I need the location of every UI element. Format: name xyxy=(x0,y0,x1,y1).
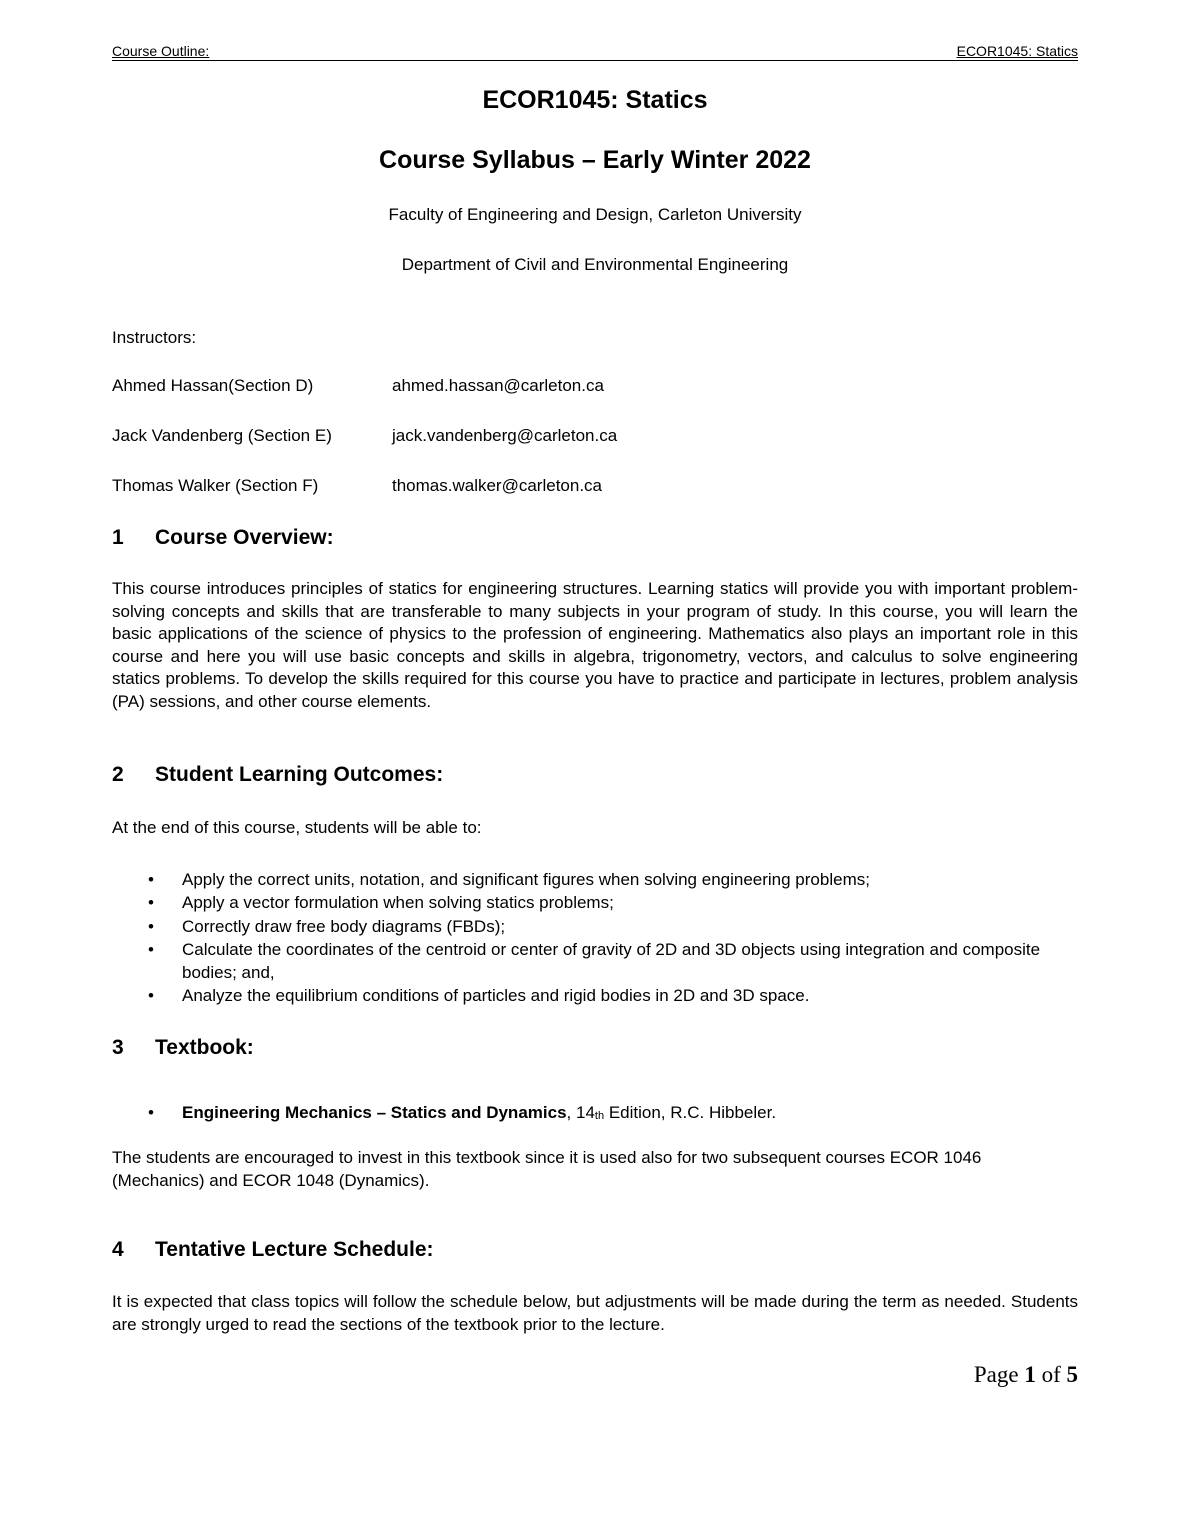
section-title: Student Learning Outcomes: xyxy=(155,763,444,786)
textbook-note: The students are encouraged to invest in this textbook since it is used also for two subsequent courses ECOR 1046 (Mechanics) and ECOR 1048 (Dynamics). xyxy=(112,1148,982,1190)
page-total: 5 xyxy=(1066,1362,1078,1387)
overview-paragraph: This course introduces principles of statics for engineering structures. Learning statics will provide you with important problem-solving concepts and skills that are transferable to many subjects in your program of study. In this course, you will learn the basic applications of the science of physics to the profession of engineering. Mathematics also plays an important role in this course and here you will use basic concepts and skills in algebra, trigonometry, vectors, and calculus to solve engineering statics problems. To develop the skills required for this course you have to practice and participate in lectures, problem analysis (PA) sessions, and other course elements. xyxy=(112,579,1078,711)
list-item: • Apply a vector formulation when solving statics problems; xyxy=(112,891,1078,914)
outcomes-intro: At the end of this course, students will be able to: xyxy=(112,818,482,837)
section-heading-schedule xyxy=(112,1238,434,1262)
faculty-line: Faculty of Engineering and Design, Carleton University xyxy=(388,205,802,224)
outcomes-list xyxy=(112,868,1078,1008)
header-left: Course Outline: xyxy=(112,43,210,59)
textbook-list xyxy=(112,1101,1078,1127)
section-number: 1 xyxy=(112,526,124,549)
list-item: • Apply the correct units, notation, and significant figures when solving engineering problems; xyxy=(112,868,1078,891)
section-title: Course Overview: xyxy=(155,526,334,549)
section-heading-overview xyxy=(112,526,334,550)
running-header xyxy=(112,42,1078,61)
instructor-name: Jack Vandenberg (Section E) xyxy=(112,426,332,445)
page-word: Page xyxy=(973,1362,1019,1387)
list-item: • Correctly draw free body diagrams (FBDs); xyxy=(112,915,1078,938)
edition-suffix: th xyxy=(594,1110,605,1122)
book-title: Engineering Mechanics – Statics and Dynamics xyxy=(182,1103,567,1122)
section-number: 4 xyxy=(112,1238,124,1261)
instructors-label: Instructors: xyxy=(112,328,197,347)
list-item: • Analyze the equilibrium conditions of particles and rigid bodies in 2D and 3D space. xyxy=(112,984,1078,1007)
section-heading-outcomes xyxy=(112,763,443,787)
instructor-name: Ahmed Hassan(Section D) xyxy=(112,376,314,395)
course-title: ECOR1045: Statics xyxy=(482,86,708,114)
department-line: Department of Civil and Environmental Engineering xyxy=(401,255,789,274)
section-heading-textbook xyxy=(112,1036,254,1060)
textbook-entry: • Engineering Mechanics – Statics and Dynamics, $14_{th}$ Edition, R.C. Hibbeler. xyxy=(112,1101,1078,1127)
page-current: 1 xyxy=(1024,1362,1036,1387)
schedule-paragraph: It is expected that class topics will follow the schedule below, but adjustments will be made during the term as needed. Students are strongly urged to read the sections of the textbook prior to the lecture. xyxy=(112,1292,1078,1334)
section-title: Textbook: xyxy=(155,1036,254,1059)
of-word: of xyxy=(1041,1362,1061,1387)
page-number xyxy=(974,1362,1078,1388)
header-right: ECOR1045: Statics xyxy=(956,43,1078,59)
edition-rest: Edition, R.C. Hibbeler. xyxy=(604,1103,777,1122)
syllabus-title: Course Syllabus – Early Winter 2022 xyxy=(379,146,811,174)
instructor-email[interactable]: ahmed.hassan@carleton.ca xyxy=(392,376,604,395)
list-item: • Calculate the coordinates of the centroid or center of gravity of 2D and 3D objects using integration and composite bodies; and, xyxy=(112,938,1078,985)
instructor-email[interactable]: jack.vandenberg@carleton.ca xyxy=(392,426,618,445)
edition-number: 14 xyxy=(575,1103,595,1122)
section-number: 3 xyxy=(112,1036,124,1059)
section-number: 2 xyxy=(112,763,124,786)
instructor-name: Thomas Walker (Section F) xyxy=(112,476,319,495)
instructor-email[interactable]: thomas.walker@carleton.ca xyxy=(392,476,603,495)
section-title: Tentative Lecture Schedule: xyxy=(155,1238,434,1261)
